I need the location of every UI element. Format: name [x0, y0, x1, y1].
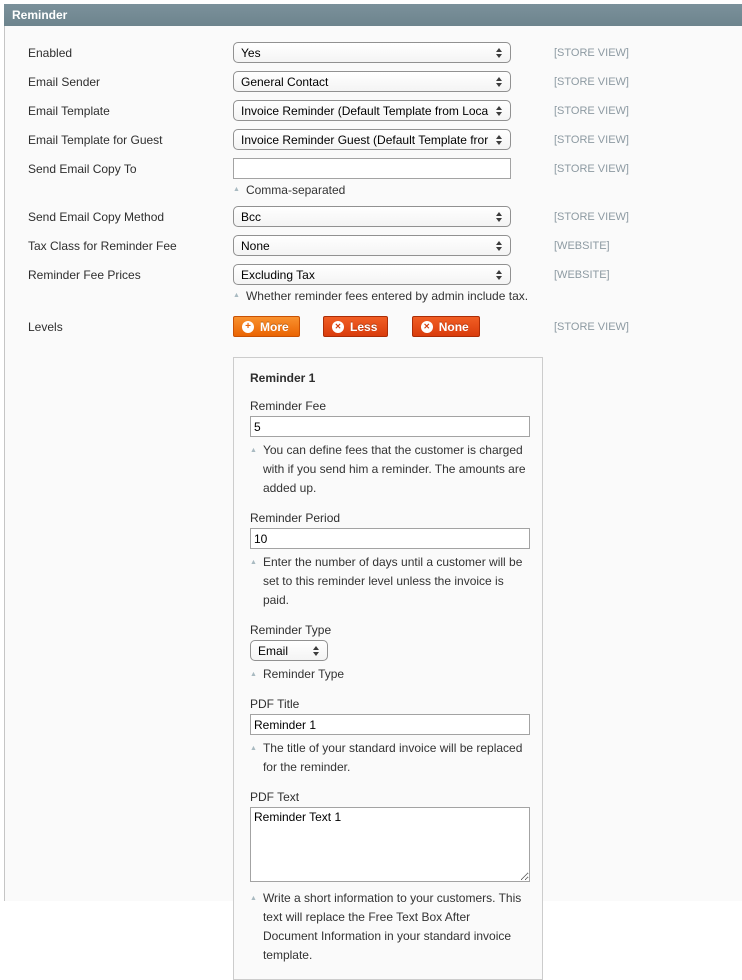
cross-circle-icon: ✕: [332, 321, 344, 333]
field-note: ▲ Reminder Type: [250, 665, 528, 684]
field-note: ▲ The title of your standard invoice will be replaced for the reminder.: [250, 739, 528, 777]
field-label: Levels: [28, 320, 63, 334]
field-note: ▲ Enter the number of days until a customer will be set to this reminder level unless the invoice is paid.: [250, 553, 528, 610]
select-arrows-icon: [496, 270, 502, 280]
levels-more-button[interactable]: [233, 316, 300, 337]
scope-label: [STORE VIEW]: [554, 105, 629, 117]
field-label: Reminder Type: [250, 623, 332, 637]
levels-none-button[interactable]: [412, 316, 480, 337]
note-arrow-icon: ▲: [250, 895, 257, 902]
email-sender-select[interactable]: [233, 71, 511, 92]
field-note: ▲ You can define fees that the customer is charged with if you send him a reminder. The amounts are added up.: [250, 441, 528, 498]
row-email-sender: [28, 71, 742, 92]
field-label: Tax Class for Reminder Fee: [28, 239, 177, 253]
field-reminder-type: [250, 623, 528, 684]
field-note: ▲ Whether reminder fees entered by admin include tax.: [233, 289, 529, 303]
select-arrows-icon: [496, 212, 502, 222]
field-label: Reminder Period: [250, 511, 341, 525]
row-email-template: [28, 100, 742, 121]
pdf-text-textarea[interactable]: [250, 807, 530, 882]
reminder-period-input[interactable]: [250, 528, 530, 549]
scope-label: [STORE VIEW]: [554, 47, 629, 59]
row-send-email-copy-to: [28, 158, 742, 198]
field-label: Send Email Copy Method: [28, 210, 165, 224]
row-levels: [28, 316, 742, 337]
plus-circle-icon: +: [242, 321, 254, 333]
field-note: ▲ Comma-separated: [233, 183, 346, 197]
section-title: Reminder: [12, 8, 68, 22]
field-label: Enabled: [28, 46, 73, 60]
reminder-fee-input[interactable]: [250, 416, 530, 437]
field-label: Reminder Fee Prices: [28, 268, 141, 282]
note-arrow-icon: ▲: [233, 292, 240, 299]
row-tax-class: [28, 235, 742, 256]
field-pdf-title: [250, 697, 528, 777]
note-arrow-icon: ▲: [250, 745, 257, 752]
select-arrows-icon: [313, 646, 319, 656]
select-arrows-icon: [496, 77, 502, 87]
select-arrows-icon: [496, 241, 502, 251]
level-box-title: Reminder 1: [250, 371, 316, 385]
section-header: [4, 4, 742, 26]
select-arrows-icon: [496, 135, 502, 145]
field-note: ▲ Write a short information to your customers. This text will replace the Free Text Box After Document Information in your standard invoice template.: [250, 889, 528, 965]
email-template-select[interactable]: [233, 100, 511, 121]
reminder-type-select[interactable]: [250, 640, 328, 661]
select-value: Yes: [241, 45, 261, 60]
note-arrow-icon: ▲: [233, 186, 240, 193]
select-arrows-icon: [496, 106, 502, 116]
send-email-copy-method-select[interactable]: [233, 206, 511, 227]
enabled-select[interactable]: [233, 42, 511, 63]
scope-label: [STORE VIEW]: [554, 163, 629, 175]
select-value: General Contact: [241, 74, 329, 89]
field-label: PDF Text: [250, 790, 300, 804]
pdf-title-input[interactable]: [250, 714, 530, 735]
note-arrow-icon: ▲: [250, 447, 257, 454]
field-reminder-fee: [250, 399, 528, 498]
field-pdf-text: [250, 790, 528, 965]
row-reminder-fee-prices: [28, 264, 742, 304]
scope-label: [STORE VIEW]: [554, 134, 629, 146]
note-arrow-icon: ▲: [250, 559, 257, 566]
field-label: Reminder Fee: [250, 399, 327, 413]
select-value: None: [241, 238, 270, 253]
levels-less-button[interactable]: [323, 316, 388, 337]
reminder-level-box: [233, 357, 543, 980]
scope-label: [STORE VIEW]: [554, 211, 629, 223]
cross-circle-icon: ✕: [421, 321, 433, 333]
select-value: Email: [258, 643, 289, 658]
row-send-email-copy-method: [28, 206, 742, 227]
scope-label: [STORE VIEW]: [554, 321, 629, 333]
button-label: None: [438, 319, 469, 334]
field-label: Email Template: [28, 104, 110, 118]
select-arrows-icon: [496, 48, 502, 58]
send-email-copy-to-input[interactable]: [233, 158, 511, 179]
scope-label: [STORE VIEW]: [554, 76, 629, 88]
note-arrow-icon: ▲: [250, 671, 257, 678]
row-enabled: [28, 42, 742, 63]
row-email-template-guest: [28, 129, 742, 150]
select-value: Invoice Reminder Guest (Default Template fror: [241, 132, 489, 147]
field-reminder-period: [250, 511, 528, 610]
field-label: Send Email Copy To: [28, 162, 137, 176]
field-label: Email Template for Guest: [28, 133, 163, 147]
button-label: More: [260, 319, 289, 334]
field-label: PDF Title: [250, 697, 300, 711]
scope-label: [WEBSITE]: [554, 269, 610, 281]
section-body: [4, 26, 742, 962]
tax-class-select[interactable]: [233, 235, 511, 256]
select-value: Bcc: [241, 209, 262, 224]
select-value: Excluding Tax: [241, 267, 315, 282]
button-label: Less: [350, 319, 378, 334]
scope-label: [WEBSITE]: [554, 240, 610, 252]
field-label: Email Sender: [28, 75, 101, 89]
select-value: Invoice Reminder (Default Template from Loca: [241, 103, 489, 118]
email-template-guest-select[interactable]: [233, 129, 511, 150]
reminder-fee-prices-select[interactable]: [233, 264, 511, 285]
